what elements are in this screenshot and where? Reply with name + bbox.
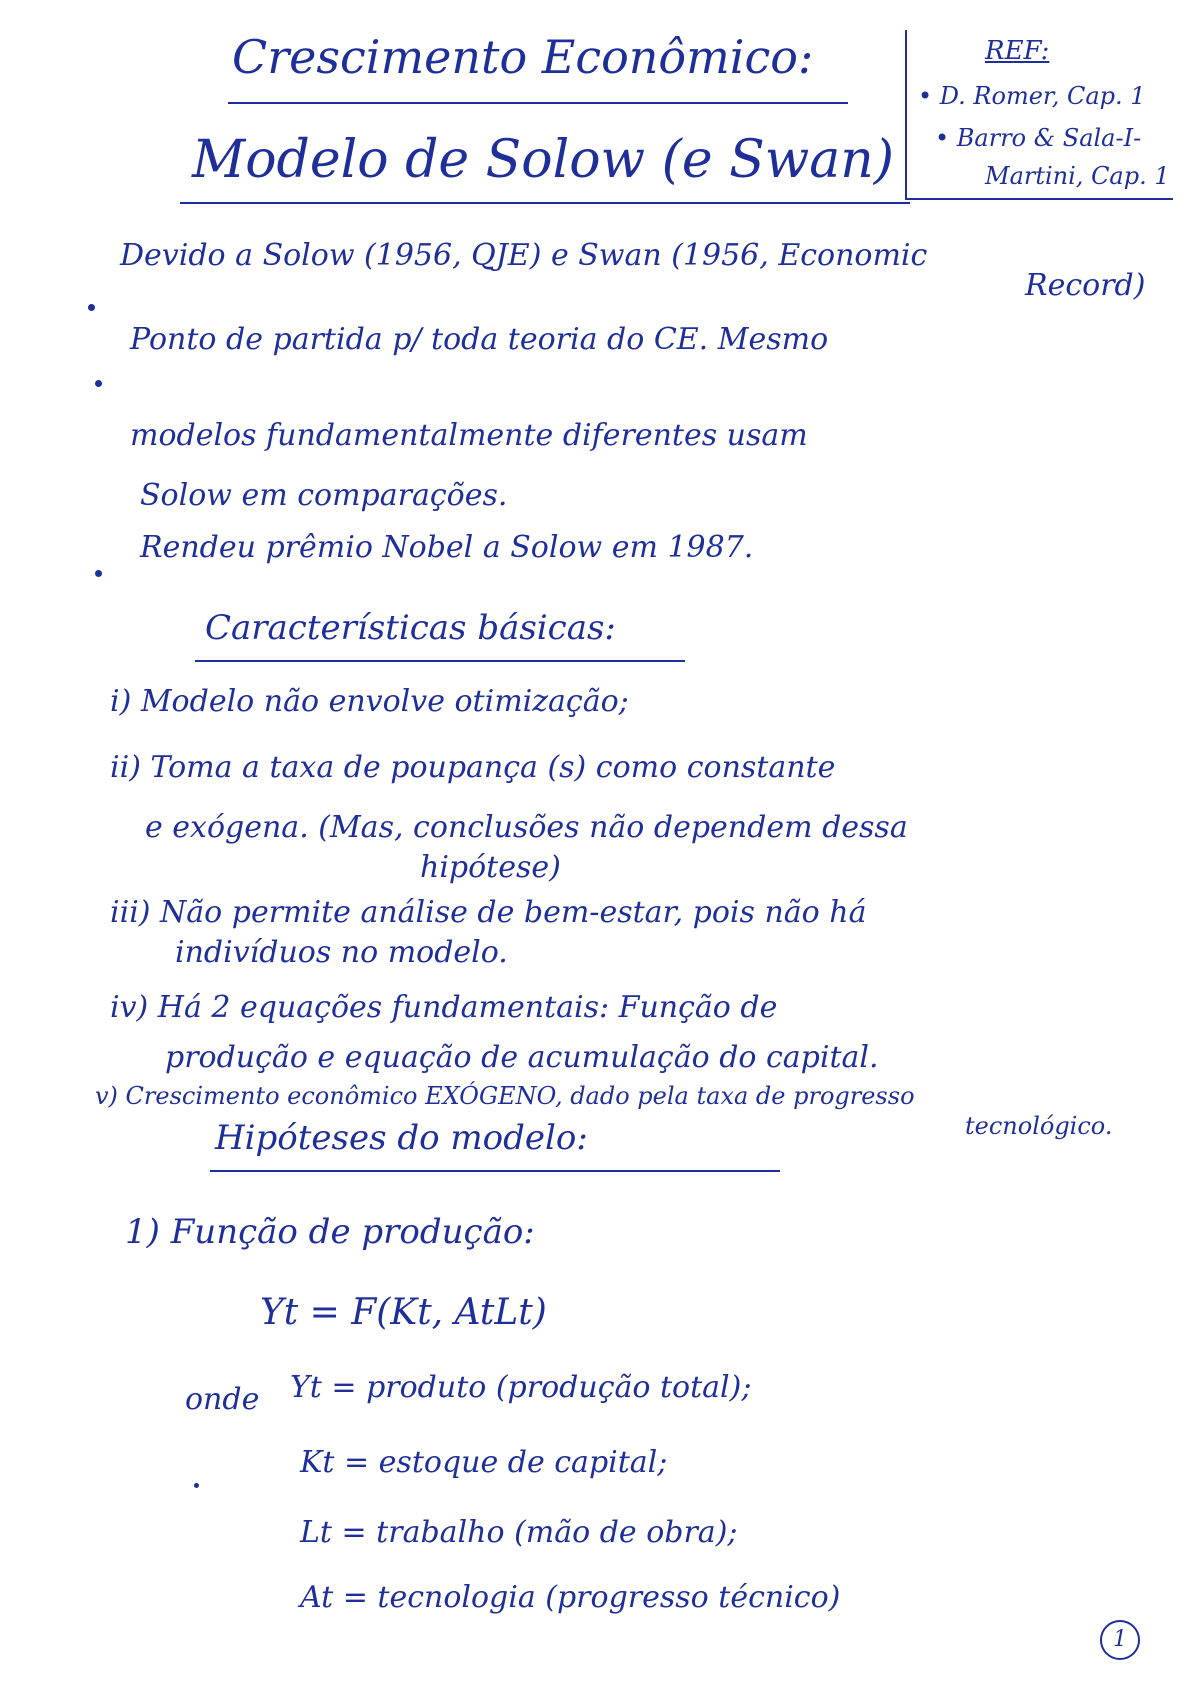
bullet-text: Rendeu prêmio Nobel a Solow em 1987. [140, 530, 754, 565]
subtitle-underline [180, 202, 910, 204]
variable-definition: Kt = estoque de capital; [300, 1445, 668, 1480]
characteristic-item: hipótese) [420, 850, 561, 885]
title-underline [228, 102, 848, 104]
characteristic-item: i) Modelo não envolve otimização; [110, 684, 629, 719]
characteristic-item: produção e equação de acumulação do capital. [165, 1040, 879, 1075]
bullet-dot [95, 570, 102, 577]
characteristic-item: e exógena. (Mas, conclusões não dependem dessa [145, 810, 908, 845]
section-underline [210, 1170, 780, 1172]
characteristic-item: tecnológico. [965, 1112, 1113, 1140]
references-heading: REF: [985, 36, 1050, 66]
characteristic-item: indivíduos no modelo. [175, 935, 508, 970]
variable-definition: At = tecnologia (progresso técnico) [300, 1580, 841, 1615]
attribution-line: Record) [1025, 268, 1146, 303]
reference-item: Martini, Cap. 1 [985, 162, 1170, 190]
variable-definition: Lt = trabalho (mão de obra); [300, 1515, 738, 1550]
where-label: onde [185, 1382, 260, 1417]
characteristic-item: iii) Não permite análise de bem-estar, pois não há [110, 895, 867, 930]
page-subtitle: Modelo de Solow (e Swan) [192, 130, 895, 190]
bullet-dot [194, 1483, 199, 1488]
section-underline [195, 660, 685, 662]
bullet-dot [88, 304, 95, 311]
characteristic-item: ii) Toma a taxa de poupança (s) como constante [110, 750, 836, 785]
bullet-text: Ponto de partida p/ toda teoria do CE. Mesmo [130, 322, 829, 357]
section-heading: Hipóteses do modelo: [215, 1118, 588, 1158]
bullet-text: Solow em comparações. [140, 478, 508, 513]
page-title: Crescimento Econômico: [232, 30, 814, 84]
section-heading: Características básicas: [205, 608, 616, 648]
characteristic-item: v) Crescimento econômico EXÓGENO, dado pela taxa de progresso [95, 1082, 915, 1110]
reference-item: • D. Romer, Cap. 1 [918, 82, 1146, 110]
reference-item: • Barro & Sala-I- [935, 124, 1142, 152]
bullet-dot [95, 380, 102, 387]
variable-definition: Yt = produto (produção total); [290, 1370, 752, 1405]
bullet-text: modelos fundamentalmente diferentes usam [130, 418, 808, 453]
attribution-line: Devido a Solow (1956, QJE) e Swan (1956, Economic [120, 238, 928, 273]
page-number: 1 [1100, 1620, 1140, 1660]
production-function-formula: Yt = F(Kt, AtLt) [260, 1292, 547, 1333]
characteristic-item: iv) Há 2 equações fundamentais: Função de [110, 990, 778, 1025]
hypothesis-item: 1) Função de produção: [125, 1212, 535, 1252]
